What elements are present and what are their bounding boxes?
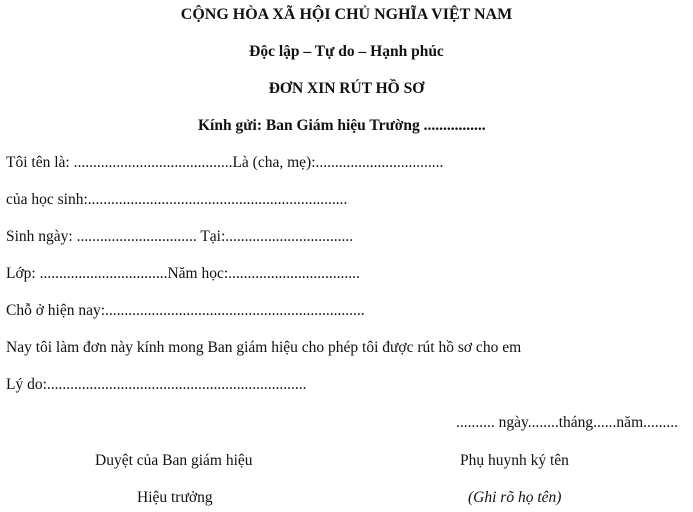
right-signature-note: (Ghi rõ họ tên) bbox=[468, 489, 562, 506]
right-signature-title: Phụ huynh ký tên bbox=[460, 452, 569, 469]
request-statement: Nay tôi làm đơn này kính mong Ban giám hiệu cho phép tôi được rút hồ sơ cho em bbox=[6, 339, 522, 356]
field-name-parent: Tôi tên là: .........................................Là (cha, mẹ):................................. bbox=[6, 154, 444, 171]
document-title: ĐƠN XIN RÚT HỒ SƠ bbox=[268, 80, 425, 97]
field-reason: Lý do:................................................................... bbox=[6, 376, 307, 393]
field-birth: Sinh ngày: ............................... Tại:................................. bbox=[6, 228, 354, 245]
field-class-year: Lớp: .................................Năm học:.................................. bbox=[6, 265, 360, 282]
left-signature-role: Hiệu trưởng bbox=[137, 489, 213, 506]
national-title: CỘNG HÒA XÃ HỘI CHỦ NGHĨA VIỆT NAM bbox=[180, 6, 513, 23]
date-line: .......... ngày........tháng......năm......... bbox=[456, 414, 678, 431]
motto: Độc lập – Tự do – Hạnh phúc bbox=[249, 43, 444, 60]
field-student: của học sinh:................................................................... bbox=[6, 191, 348, 208]
left-signature-title: Duyệt của Ban giám hiệu bbox=[95, 452, 253, 469]
field-address: Chỗ ở hiện nay:................................................................... bbox=[6, 302, 365, 319]
addressee: Kính gửi: Ban Giám hiệu Trường ................ bbox=[198, 117, 486, 134]
